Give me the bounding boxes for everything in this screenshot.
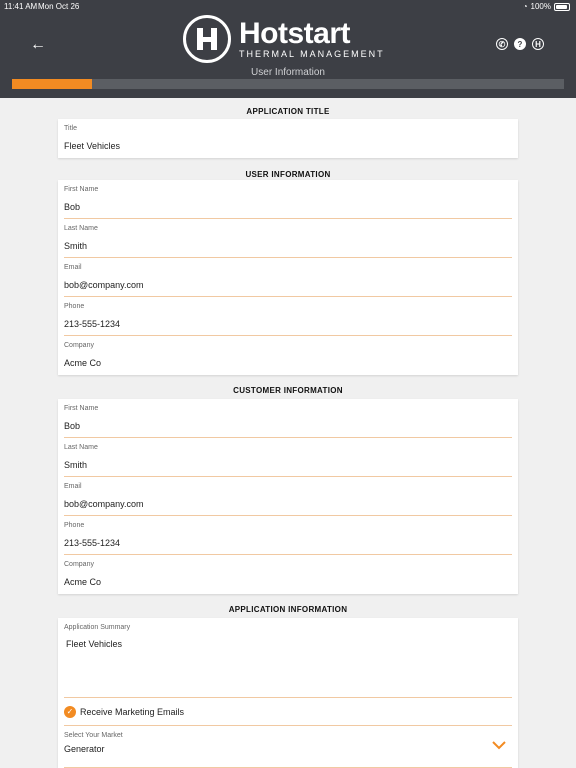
chevron-down-icon[interactable] [492,740,506,750]
section-title-customer: CUSTOMER INFORMATION [233,386,343,395]
status-battery [523,2,570,11]
form-content [0,98,576,768]
progress-bar [12,79,564,89]
field-label: Last Name [64,444,98,451]
marketing-emails-toggle[interactable] [64,698,512,726]
hotstart-logo-icon[interactable]: H [532,38,544,50]
field-label: First Name [64,186,99,193]
field-label: Company [64,342,94,349]
wifi-icon: ◔ [522,2,528,11]
field-value: Bob [64,421,81,431]
user-first-name-field[interactable] [64,180,512,219]
status-time: 11:41 AM [4,2,38,11]
field-label: Last Name [64,225,98,232]
customer-information-card [58,399,518,594]
brand-name: Hotstart [239,16,351,50]
field-label: Email [64,483,82,490]
status-date: Mon Oct 26 [38,2,80,11]
application-information-card [58,618,518,768]
title-field[interactable] [64,119,512,158]
help-icon[interactable]: ? [514,38,526,50]
field-value: Smith [64,460,88,470]
field-label: Title [64,125,77,132]
user-information-card [58,180,518,375]
status-bar [0,2,576,14]
application-title-card [58,119,518,158]
field-label: Email [64,264,82,271]
market-select[interactable] [64,726,512,768]
field-value: Generator [64,744,105,754]
user-company-field[interactable] [64,336,512,375]
field-value: Fleet Vehicles [64,141,121,151]
field-value: 213-555-1234 [64,319,121,329]
field-label: Application Summary [64,624,131,631]
page-title: User Information [251,67,325,78]
field-value: bob@company.com [64,499,144,509]
application-summary-field[interactable] [64,618,512,698]
field-label: Select Your Market [64,732,123,739]
marketing-emails-label: Receive Marketing Emails [80,706,185,717]
brand-subtitle: THERMAL MANAGEMENT [239,48,385,59]
section-title-application: APPLICATION TITLE [246,107,330,116]
customer-company-field[interactable] [64,555,512,594]
field-label: Phone [64,522,85,529]
user-last-name-field[interactable] [64,219,512,258]
field-value: bob@company.com [64,280,144,290]
checkmark-icon[interactable]: ✓ [64,706,76,718]
field-value: Acme Co [64,358,102,368]
section-title-application-info: APPLICATION INFORMATION [228,605,348,614]
field-value: Fleet Vehicles [66,639,123,649]
field-label: First Name [64,405,99,412]
user-email-field[interactable] [64,258,512,297]
back-arrow-icon[interactable]: ← [30,36,46,53]
customer-phone-field[interactable] [64,516,512,555]
user-phone-field[interactable] [64,297,512,336]
header-actions [496,38,544,50]
field-value: Bob [64,202,81,212]
battery-icon [554,3,570,11]
customer-first-name-field[interactable] [64,399,512,438]
field-label: Phone [64,303,85,310]
app-header [0,0,576,98]
phone-icon[interactable]: ✆ [496,38,508,50]
section-title-user: USER INFORMATION [245,170,331,179]
customer-email-field[interactable] [64,477,512,516]
hotstart-logo [183,15,385,63]
progress-fill [12,79,92,89]
field-value: 213-555-1234 [64,538,121,548]
field-label: Company [64,561,94,568]
customer-last-name-field[interactable] [64,438,512,477]
field-value: Acme Co [64,577,102,587]
hotstart-logo-icon [183,15,231,63]
field-value: Smith [64,241,88,251]
battery-percent: 100% [530,2,551,11]
